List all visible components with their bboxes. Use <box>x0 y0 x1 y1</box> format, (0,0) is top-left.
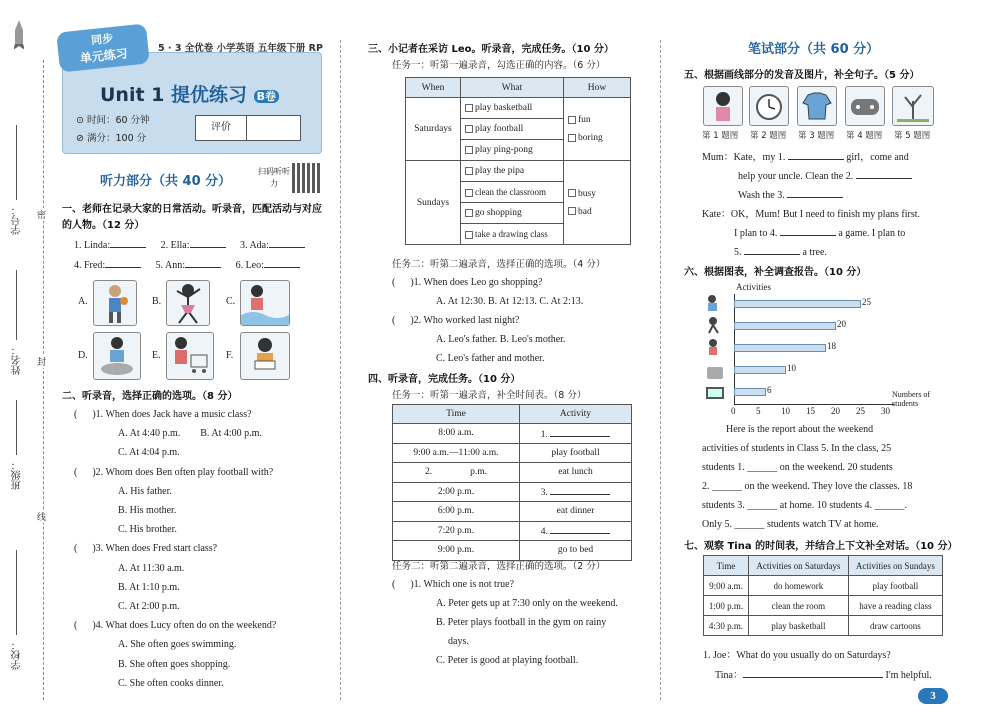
q3-saturdays: Saturdays <box>406 98 461 161</box>
chart-bar <box>734 344 826 352</box>
girl-picture-icon <box>703 86 743 126</box>
label-e: E. <box>152 350 161 361</box>
checkbox-icon <box>465 125 473 133</box>
q7-sat: clean the room <box>749 596 849 616</box>
name-ada: 3. Ada: <box>240 240 269 251</box>
q5-kate-line: Kate：OK，Mum! But I need to finish my plans first. <box>702 209 921 220</box>
q4-t2-option-c[interactable]: C. Peter is good at playing football. <box>436 655 579 666</box>
answer-blank[interactable] <box>105 258 141 268</box>
name-leo: 6. Leo: <box>235 260 264 271</box>
time-text: 时间：60 分钟 <box>86 115 150 126</box>
clock-picture-icon <box>749 86 789 126</box>
check-icon: ⊘ <box>76 133 87 144</box>
checkbox-icon <box>568 116 576 124</box>
chart-tick-label: 30 <box>881 406 890 416</box>
column-divider-1 <box>340 40 341 700</box>
report-text <box>702 420 944 534</box>
q7-sun: draw cartoons <box>848 616 942 636</box>
answer-blank[interactable] <box>110 238 146 248</box>
writing-heading: 笔试部分（共 60 分） <box>748 42 880 57</box>
q3-sundays: Sundays <box>406 161 461 245</box>
q2-item-1: ( )1. When does Jack have a music class? <box>74 409 252 420</box>
cooking-picture-icon <box>93 332 141 380</box>
shirt-picture-icon <box>797 86 837 126</box>
reading-kid-icon <box>704 294 726 312</box>
q7-sun: play football <box>848 576 942 596</box>
tree-picture-icon <box>892 86 934 126</box>
q4-time: 9:00 p.m. <box>393 541 520 561</box>
q7-joe-line: 1. Joe：What do you usually do on Saturdays? <box>703 650 891 661</box>
q4-table <box>392 404 632 561</box>
q2-3-option-a[interactable]: A. At 11:30 a.m. <box>118 562 185 574</box>
chart-tick-label: 15 <box>806 406 815 416</box>
running-kid-icon <box>704 316 726 334</box>
seal-mark-3: 线 <box>37 510 46 523</box>
title-label: 提优练习 <box>171 84 248 106</box>
label-d: D. <box>78 350 88 361</box>
q2-1-option-b[interactable]: B. At 4:00 p.m. <box>200 428 262 440</box>
drawing-kid-icon <box>704 338 726 356</box>
q4-activity: eat dinner <box>520 502 632 522</box>
q7-table <box>703 555 943 636</box>
q5-dialogue: Mum：Kate，my 1. girl，come and help your uncle. Clean the 2. Wash the 3. Kate：OK，Mum! But I need to finish my plans first. I plan to 4. a game. I plan to 5. a tree. <box>702 148 947 262</box>
answer-blank[interactable] <box>185 258 221 268</box>
bag-icon <box>704 362 726 380</box>
q4-activity: eat lunch <box>520 463 632 483</box>
report-line[interactable]: students 3. ______ at home. 10 students 4. ______. <box>702 500 907 511</box>
chart-tick-label: 5 <box>756 406 761 416</box>
page-number-text: 3 <box>930 690 936 702</box>
chart-bar <box>734 388 766 396</box>
swimming-picture-icon <box>240 280 290 326</box>
q4-time: 8:00 a.m. <box>393 424 520 444</box>
chart-bar-label: 10 <box>787 363 796 373</box>
q3-check-item[interactable]: go shopping <box>461 203 564 224</box>
q2-title: 二、听录音，选择正确的选项。（8 分） <box>62 391 238 402</box>
q2-4-option-c[interactable]: C. She often cooks dinner. <box>118 677 224 689</box>
q2-4-option-a[interactable]: A. She often goes swimming. <box>118 639 237 651</box>
q5-title: 五、根据画线部分的发音及图片，补全句子。（5 分） <box>684 70 920 81</box>
checkbox-icon <box>568 207 576 215</box>
q3-task2: 任务二：听第二遍录音，选择正确的选项。（4 分） <box>392 259 606 270</box>
q4-t2-option-a[interactable]: A. Peter gets up at 7:30 only on the weekend. <box>436 598 618 609</box>
checkbox-icon <box>465 104 473 112</box>
q3-title: 三、小记者在采访 Leo。听录音，完成任务。（10 分） <box>368 44 614 55</box>
evaluation-label: 评价 <box>196 116 247 140</box>
answer-blank[interactable] <box>264 258 300 268</box>
q3-check-item[interactable]: fun <box>568 111 626 129</box>
q4-title: 四、听录音，完成任务。（10 分） <box>368 374 521 385</box>
chart-title: Activities <box>736 282 771 292</box>
q3-th-when: When <box>406 78 461 98</box>
q4-activity: play football <box>520 443 632 463</box>
q3-t2-q2-option-c[interactable]: C. Leo's father and mother. <box>436 353 545 364</box>
q3-check-item[interactable]: play basketball <box>461 98 564 119</box>
q5-blank-2[interactable] <box>856 169 912 179</box>
report-line[interactable]: Only 5. ______ students watch TV at home. <box>702 519 879 530</box>
page-number <box>918 688 948 704</box>
checkbox-icon <box>465 231 473 239</box>
school-label: 学校： <box>12 640 23 670</box>
chart-bar <box>734 300 861 308</box>
checkbox-icon <box>568 134 576 142</box>
label-a: A. <box>78 296 88 307</box>
q3-check-item[interactable]: boring <box>568 129 626 147</box>
q2-item-2: ( )2. Whom does Ben often play football with? <box>74 466 274 478</box>
chart-bar-label: 25 <box>862 297 871 307</box>
q3-t2-q1-options[interactable]: A. At 12:30. B. At 12:13. C. At 2:13. <box>436 296 584 307</box>
q2-items <box>74 405 334 693</box>
evaluation-box <box>195 115 301 141</box>
q3-check-item[interactable]: play the pipa <box>461 161 564 182</box>
q4-th-activity: Activity <box>520 405 632 424</box>
scan-label: 扫码听听力 <box>258 167 290 188</box>
reading-picture-icon <box>240 332 290 380</box>
rocket-icon <box>14 20 24 50</box>
q4-activity-blank[interactable]: 3. <box>520 482 632 502</box>
pic-label-2: 第 2 题图 <box>750 131 787 141</box>
report-line: activities of students in Class 5. In the class, 25 <box>702 443 892 454</box>
q7-time: 1:00 p.m. <box>704 596 749 616</box>
chart-bar-label: 20 <box>837 319 846 329</box>
q4-th-time: Time <box>393 405 520 424</box>
q5-blank-4[interactable] <box>780 226 836 236</box>
badge-line2: 单元练习 <box>79 46 129 66</box>
name-ann: 5. Ann: <box>155 260 186 271</box>
chart-x-axis <box>734 404 894 405</box>
chart-tick-label: 10 <box>781 406 790 416</box>
q7-th-sat: Activities on Saturdays <box>749 556 849 576</box>
q7-answer-blank[interactable] <box>743 668 883 678</box>
q4-task1: 任务一：听第一遍录音，补全时间表。（8 分） <box>392 390 587 401</box>
report-line[interactable]: 2. ______ on the weekend. They love the classes. 18 <box>702 481 913 492</box>
clock-icon: ⊙ <box>76 115 87 126</box>
q4-activity-blank[interactable]: 1. <box>520 424 632 444</box>
q7-time: 4:30 p.m. <box>704 616 749 636</box>
basketball-picture-icon <box>93 280 137 326</box>
q2-2-option-b[interactable]: B. His mother. <box>118 505 177 517</box>
q3-check-item[interactable]: play football <box>461 119 564 140</box>
series-info: 5 · 3 全优卷 小学英语 五年级下册 RP <box>158 43 323 54</box>
name-fred: 4. Fred: <box>74 260 106 271</box>
checkbox-icon <box>465 146 473 154</box>
q7-tina-label: Tina： <box>715 670 743 681</box>
q2-1-option-a[interactable]: A. At 4:40 p.m. <box>118 428 181 440</box>
q2-2-option-c[interactable]: C. His brother. <box>118 524 177 536</box>
activities-chart <box>700 282 950 417</box>
q2-item-3: ( )3. When does Fred start class? <box>74 543 218 555</box>
q3-check-item[interactable]: bad <box>568 203 626 221</box>
q7-tina-end: I'm helpful. <box>885 670 932 681</box>
score-text: 满分：100 分 <box>86 133 147 144</box>
q3-task2-items: ( )1. When does Leo go shopping? A. At 12:30. B. At 12:13. C. At 2:13. ( )2. Who worked last night? A. Leo's father. B. Leo's mother. C. Leo's father and mother. <box>392 273 583 368</box>
q2-4-option-b[interactable]: B. She often goes shopping. <box>118 658 231 670</box>
chart-tick-label: 20 <box>831 406 840 416</box>
q7-sat: do homework <box>749 576 849 596</box>
chart-bar-label: 6 <box>767 385 772 395</box>
q3-check-item[interactable]: clean the classroom <box>461 182 564 203</box>
chart-bar <box>734 322 836 330</box>
q1-names <box>74 238 334 278</box>
q5-blank-3[interactable] <box>787 188 843 198</box>
q3-task1: 任务一：听第一遍录音，勾选正确的内容。（6 分） <box>392 60 606 71</box>
q3-check-item[interactable]: take a drawing class <box>461 224 564 245</box>
gamepad-picture-icon <box>845 86 885 126</box>
q1-title: 一、老师在记录大家的日常活动。听录音，匹配活动与对应的人物。（12 分） <box>62 204 322 231</box>
q4-time: 9:00 a.m.—11:00 a.m. <box>393 443 520 463</box>
chart-bar <box>734 366 786 374</box>
time-info <box>76 112 150 126</box>
q4-task2: 任务二：听第二遍录音，选择正确的选项。（2 分） <box>392 561 606 572</box>
q7-th-sun: Activities on Sundays <box>848 556 942 576</box>
q4-t2-option-b[interactable]: B. Peter plays football in the gym on rainy <box>436 617 607 628</box>
seal-mark-2: 封 <box>37 355 46 368</box>
checkbox-icon <box>568 189 576 197</box>
student-id-line <box>16 125 17 200</box>
name-line <box>16 270 17 340</box>
q4-activity-blank[interactable]: 4. <box>520 521 632 541</box>
shopping-picture-icon <box>166 332 214 380</box>
q5-blank-1[interactable] <box>788 150 844 160</box>
pic-label-3: 第 3 题图 <box>798 131 835 141</box>
score-info <box>76 130 146 144</box>
student-id-label: 学号： <box>12 205 23 235</box>
pic-label-1: 第 1 题图 <box>702 131 739 141</box>
name-linda: 1. Linda: <box>74 240 111 251</box>
q4-t2-question: )1. Which one is not true? <box>410 579 515 590</box>
checkbox-icon <box>465 167 473 175</box>
class-label: 班级： <box>12 460 23 490</box>
chart-x-label: Numbers of students <box>892 390 930 408</box>
name-ella: 2. Ella: <box>160 240 190 251</box>
q2-item-4: ( )4. What does Lucy often do on the weekend? <box>74 620 277 632</box>
q4-t2-option-b-cont: days. <box>448 636 469 647</box>
q4-time: 6:00 p.m. <box>393 502 520 522</box>
unit-label: Unit 1 <box>100 84 165 106</box>
label-b: B. <box>152 296 162 307</box>
q3-check-item[interactable]: play ping-pong <box>461 140 564 161</box>
q3-t2-q2: )2. Who worked last night? <box>410 315 520 326</box>
listening-heading: 听力部分（共 40 分） <box>100 174 232 189</box>
pic-label-4: 第 4 题图 <box>846 131 883 141</box>
q3-t2-q2-options[interactable]: A. Leo's father. B. Leo's mother. <box>436 334 566 345</box>
q2-1-option-c[interactable]: C. At 4:04 p.m. <box>118 447 180 459</box>
seal-mark: 密 <box>37 208 46 221</box>
answer-blank[interactable] <box>190 238 226 248</box>
checkbox-icon <box>465 209 473 217</box>
q2-3-option-b[interactable]: B. At 1:10 p.m. <box>118 581 180 593</box>
report-line: Here is the report about the weekend <box>726 424 874 435</box>
q7-dialogue <box>703 646 932 686</box>
q6-title: 六、根据图表，补全调查报告。（10 分） <box>684 267 867 278</box>
binding-margin <box>8 20 50 710</box>
q3-table <box>405 77 631 245</box>
dashed-cut-line <box>43 60 44 700</box>
column-divider-2 <box>660 40 661 700</box>
chart-bar-label: 18 <box>827 341 836 351</box>
q3-th-how: How <box>564 78 631 98</box>
q4-time: 7:20 p.m. <box>393 521 520 541</box>
pic-label-5: 第 5 题图 <box>894 131 931 141</box>
q7-sat: play basketball <box>749 616 849 636</box>
label-f: F. <box>226 350 234 361</box>
q7-title: 七、观察 Tina 的时间表，并结合上下文补全对话。（10 分） <box>684 541 958 552</box>
page-title <box>100 80 279 107</box>
q4-activity: go to bed <box>520 541 632 561</box>
level-badge: B卷 <box>254 90 279 103</box>
q7-th-time: Time <box>704 556 749 576</box>
name-label: 姓名： <box>12 345 23 375</box>
tv-icon <box>704 384 726 402</box>
class-line <box>16 400 17 455</box>
q3-t2-q1: )1. When does Leo go shopping? <box>410 277 543 288</box>
dancing-picture-icon <box>166 280 210 326</box>
q7-time: 9:00 a.m. <box>704 576 749 596</box>
q4-time: 2:00 p.m. <box>393 482 520 502</box>
chart-tick-label: 0 <box>731 406 736 416</box>
report-line[interactable]: students 1. ______ on the weekend. 20 students <box>702 462 893 473</box>
q5-blank-5[interactable] <box>744 245 800 255</box>
checkbox-icon <box>465 189 473 197</box>
qr-code-icon <box>292 163 322 193</box>
q2-3-option-c[interactable]: C. At 2:00 p.m. <box>118 601 180 613</box>
badge-line1: 同步 <box>90 31 114 48</box>
answer-blank[interactable] <box>269 238 305 248</box>
label-c: C. <box>226 296 236 307</box>
q4-task2-items: ( )1. Which one is not true? A. Peter gets up at 7:30 only on the weekend. B. Peter plays football in the gym on rainy days. C. Peter is good at playing football. <box>392 575 618 670</box>
q3-check-item[interactable]: busy <box>568 185 626 203</box>
q5-pic-labels <box>702 129 930 141</box>
q3-th-what: What <box>461 78 564 98</box>
chart-tick-label: 25 <box>856 406 865 416</box>
q4-time-blank[interactable]: 2. p.m. <box>393 463 520 483</box>
school-line <box>16 550 17 635</box>
q7-sun: have a reading class <box>848 596 942 616</box>
q2-2-option-a[interactable]: A. His father. <box>118 485 172 497</box>
